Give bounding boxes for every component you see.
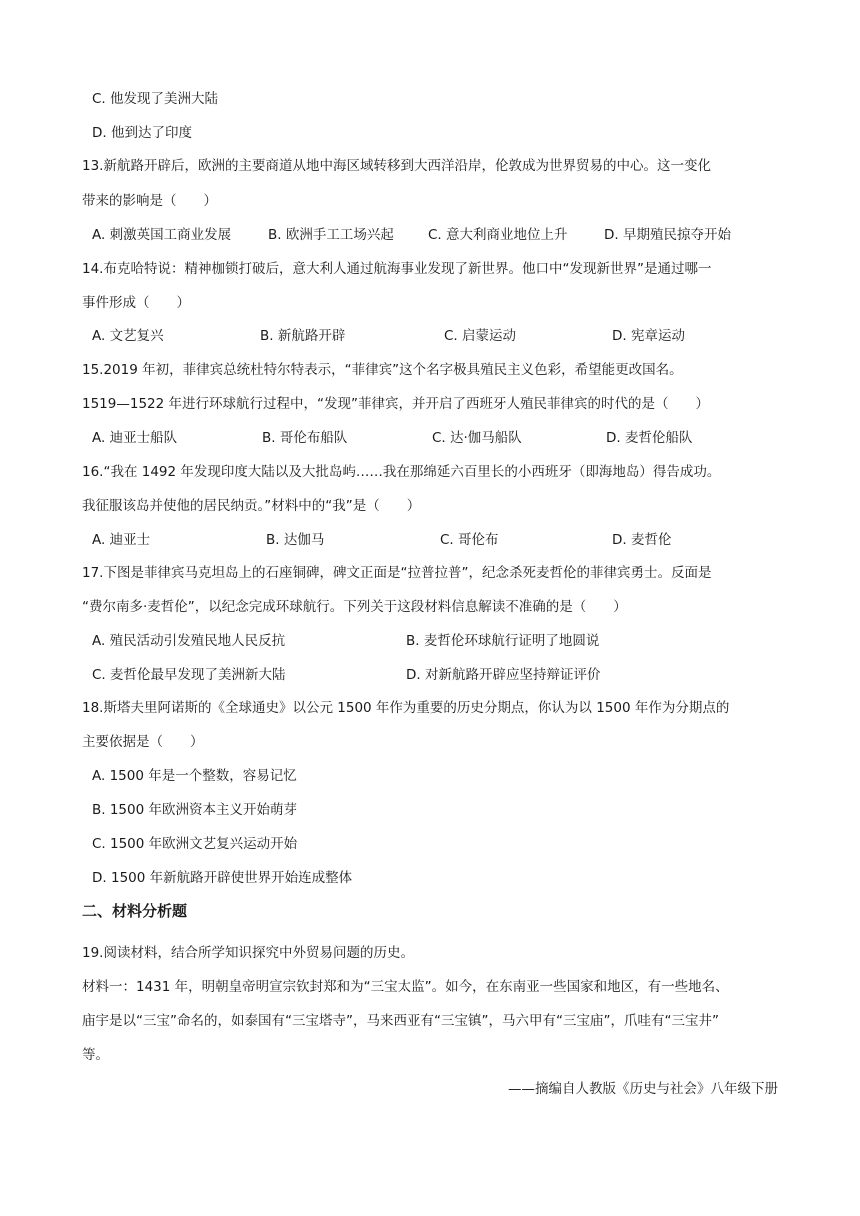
q17-option-c: C. 麦哲伦最早发现了美洲新大陆 [92, 667, 286, 683]
q16-option-a: A. 迪亚士 [92, 532, 151, 548]
q17-option-a: A. 殖民活动引发殖民地人民反抗 [92, 633, 286, 649]
q17-option-b: B. 麦哲伦环球航行证明了地圆说 [406, 633, 600, 649]
q14-option-b: B. 新航路开辟 [260, 328, 346, 344]
q18-option-d: D. 1500 年新航路开辟使世界开始连成整体 [92, 870, 353, 886]
q13-option-d: D. 早期殖民掠夺开始 [604, 227, 731, 243]
q18-option-b: B. 1500 年欧洲资本主义开始萌芽 [92, 802, 297, 818]
q18-option-c: C. 1500 年欧洲文艺复兴运动开始 [92, 836, 298, 852]
q16-stem-line2: 我征服该岛并使他的居民纳贡。”材料中的“我”是（ ） [82, 498, 421, 514]
q15-option-d: D. 麦哲伦船队 [606, 430, 693, 446]
q15-stem-line2: 1519—1522 年进行环球航行过程中，“发现”菲律宾，并开启了西班牙人殖民菲律宾的时代的是（ ） [82, 396, 709, 412]
q15-stem-line1: 15.2019 年初，菲律宾总统杜特尔特表示，“菲律宾”这个名字极具殖民主义色彩，希望能更改国名。 [82, 362, 683, 378]
q15-option-c: C. 达·伽马船队 [432, 430, 522, 446]
q13-option-b: B. 欧洲手工工场兴起 [268, 227, 394, 243]
section-heading: 二、材料分析题 [82, 902, 188, 920]
q12-option-c: C. 他发现了美洲大陆 [92, 91, 219, 107]
q19-material1-line3: 等。 [82, 1047, 109, 1063]
q13-option-a: A. 刺激英国工商业发展 [92, 227, 232, 243]
q14-stem-line2: 事件形成（ ） [82, 295, 190, 311]
q13-option-c: C. 意大利商业地位上升 [428, 227, 568, 243]
q15-option-b: B. 哥伦布船队 [262, 430, 348, 446]
q16-option-b: B. 达伽马 [266, 532, 325, 548]
q15-option-a: A. 迪亚士船队 [92, 430, 178, 446]
q18-stem-line2: 主要依据是（ ） [82, 734, 204, 750]
q14-option-c: C. 启蒙运动 [444, 328, 517, 344]
q17-stem-line1: 17.下图是菲律宾马克坦岛上的石座铜碑，碑文正面是“拉普拉普”，纪念杀死麦哲伦的菲律宾勇士。反面是 [82, 565, 712, 581]
q16-option-d: D. 麦哲伦 [612, 532, 672, 548]
q17-option-d: D. 对新航路开辟应坚持辩证评价 [406, 667, 601, 683]
q18-stem-line1: 18.斯塔夫里阿诺斯的《全球通史》以公元 1500 年作为重要的历史分期点，你认为以 1500 年作为分期点的 [82, 700, 730, 716]
q14-option-a: A. 文艺复兴 [92, 328, 164, 344]
q19-material1-line1: 材料一：1431 年，明朝皇帝明宣宗钦封郑和为“三宝太监”。如今，在东南亚一些国家和地区，有一些地名、 [82, 979, 729, 995]
q16-stem-line1: 16.“我在 1492 年发现印度大陆以及大批岛屿……我在那绵延六百里长的小西班牙（即海地岛）得告成功。 [82, 464, 721, 480]
q19-stem: 19.阅读材料，结合所学知识探究中外贸易问题的历史。 [82, 945, 414, 961]
q17-stem-line2: “费尔南多·麦哲伦”，以纪念完成环球航行。下列关于这段材料信息解读不准确的是（ ） [82, 599, 627, 615]
q13-stem-line2: 带来的影响是（ ） [82, 193, 217, 209]
q14-option-d: D. 宪章运动 [612, 328, 685, 344]
q19-material1-line2: 庙宇是以“三宝”命名的，如泰国有“三宝塔寺”，马来西亚有“三宝镇”，马六甲有“三宝庙”，爪哇有“三宝井” [82, 1013, 719, 1029]
q13-stem-line1: 13.新航路开辟后，欧洲的主要商道从地中海区域转移到大西洋沿岸，伦敦成为世界贸易的中心。这一变化 [82, 158, 711, 174]
q18-option-a: A. 1500 年是一个整数，容易记忆 [92, 768, 297, 784]
q12-option-d: D. 他到达了印度 [92, 125, 192, 141]
q16-option-c: C. 哥伦布 [440, 532, 499, 548]
q14-stem-line1: 14.布克哈特说：精神枷锁打破后，意大利人通过航海事业发现了新世界。他口中“发现新世界”是通过哪一 [82, 261, 712, 277]
q19-source-citation: ——摘编自人教版《历史与社会》八年级下册 [508, 1081, 778, 1097]
